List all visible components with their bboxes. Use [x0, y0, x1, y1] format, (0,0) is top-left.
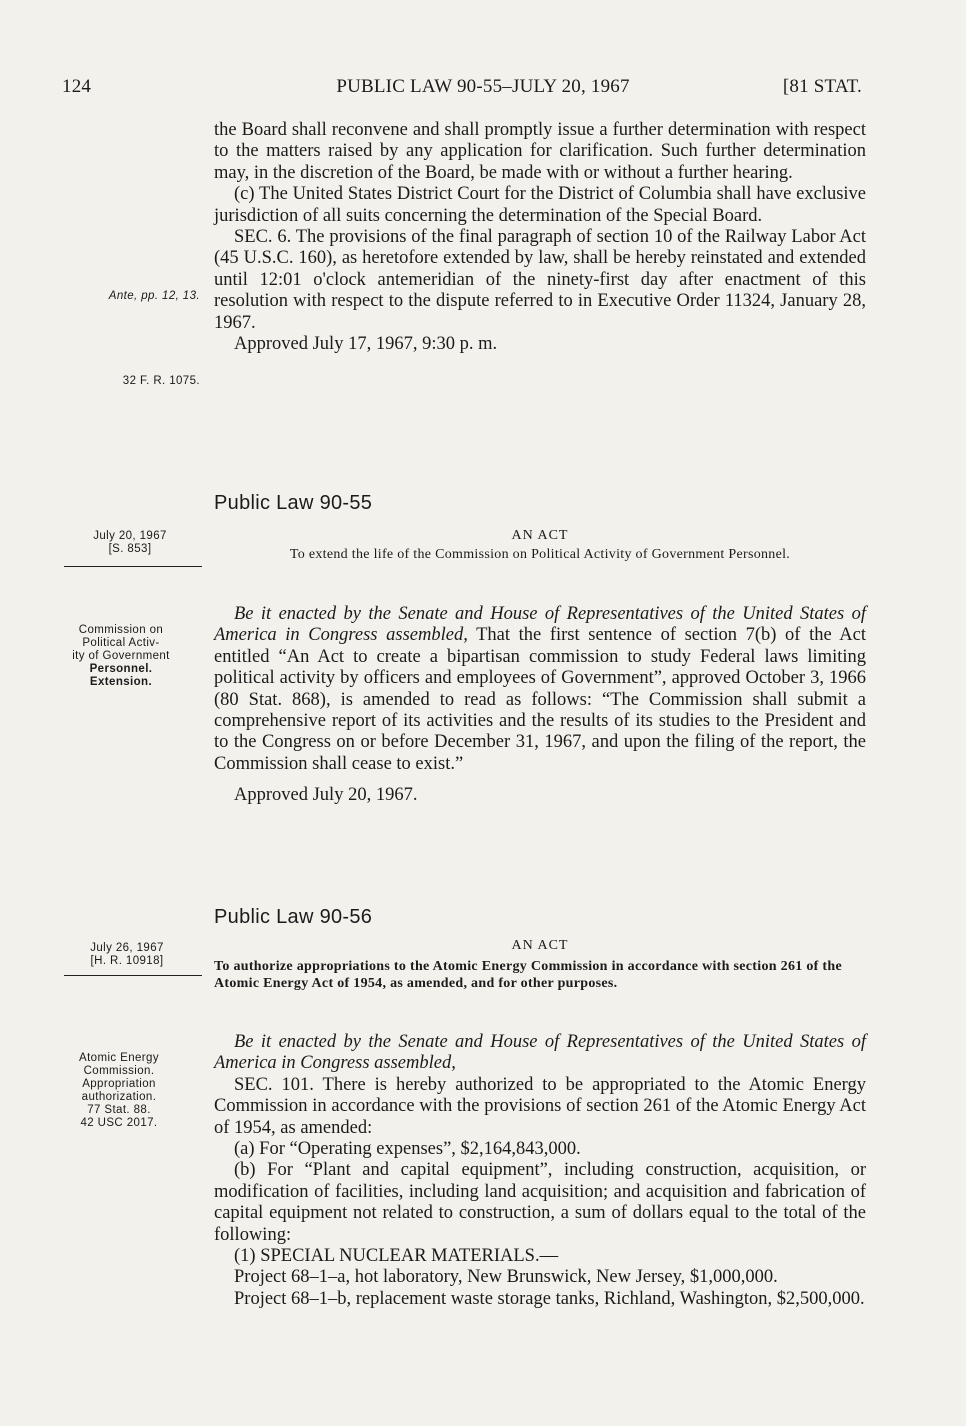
approved-july-20: Approved July 20, 1967. — [234, 785, 418, 806]
paragraph-sec-6 — [214, 227, 866, 334]
margin-rule-pl56 — [64, 975, 202, 976]
running-header-title: PUBLIC LAW 90-55–JULY 20, 1967 — [336, 76, 630, 97]
paragraph-district-court: (c) The United States District Court for the District of Columbia shall have exclusive jurisdiction of all suits concerning the determination of the Special Board. — [214, 184, 866, 226]
pl55-body-text: That the first sentence of section 7(b) of the Act entitled “An Act to create a bipartisan commission to study Federal laws limiting political activity by officers and employees of Government”, approved October 3, 1966 (80 Stat. 868), is amended to read as follows: “The Commission shall submit a comprehensive report of its activities and the results of its studies to the President and to the Congress on or before December 31, 1967, and upon the filing of the report, the Commission shall cease to exist.” — [214, 625, 866, 774]
pl55-enacting-clause — [214, 604, 866, 775]
pl55-body — [214, 604, 866, 806]
pl56-body — [214, 1032, 866, 1310]
margin-note-federal-register: 32 F. R. 1075. — [122, 375, 200, 387]
margin-note-ante: Ante, pp. 12, 13. — [108, 290, 200, 302]
pl56-enacting-clause: Be it enacted by the Senate and House of Representatives of the United States of America in Congress assembled, — [214, 1032, 866, 1074]
public-law-90-55-title: Public Law 90-55 — [214, 492, 373, 514]
margin-note-date-pl55: July 20, 1967 [S. 853] — [93, 530, 167, 555]
act-description-pl55: To extend the life of the Commission on Political Activity of Government Personnel. — [289, 547, 791, 562]
sec-6-text: The provisions of the final paragraph of section 10 of the Railway Labor Act (45 U.S.C. 160), as heretofore extended by law, shall be hereby reinstated and extended until 12:01 o'clock antemeridian of the ninety-first day after enactment of this resolution with respect to the dispute referred to in Executive Order 11324, January 28, 1967. — [214, 227, 866, 333]
margin-rule-pl55 — [64, 566, 202, 567]
margin-note-subject-pl56: Atomic Energy Commission. Appropriation authorization. 77 Stat. 88. 42 USC 2017. — [79, 1052, 159, 1129]
page-number: 124 — [62, 76, 92, 97]
public-law-90-56-title: Public Law 90-56 — [214, 906, 373, 928]
sec-101-label: SEC. 101. — [234, 1074, 314, 1095]
pl56-project-68-1-b: Project 68–1–b, replacement waste storage tanks, Richland, Washington, $2,500,000. — [234, 1288, 865, 1309]
pl56-special-nuclear-materials: (1) SPECIAL NUCLEAR MATERIALS.— — [234, 1246, 559, 1267]
act-heading-pl55: AN ACT — [511, 528, 569, 543]
pl56-project-68-1-a: Project 68–1–a, hot laboratory, New Brunswick, New Jersey, $1,000,000. — [234, 1267, 778, 1288]
pl56-sec-101: SEC. 101. There is hereby authorized to be appropriated to the Atomic Energy Commission in accordance with the provisions of section 261 of the Atomic Energy Act of 1954, as amended: — [214, 1074, 866, 1138]
act-heading-pl56: AN ACT — [511, 938, 569, 953]
paragraph-board-reconvene: the Board shall reconvene and shall promptly issue a further determination with respect to the matters raised by any application for clarification. Such further determination may, in the discretion of the Board, be made with or without a further hearing. — [214, 120, 866, 183]
sec-6-label: SEC. 6. — [234, 227, 292, 248]
approved-july-17: Approved July 17, 1967, 9:30 p. m. — [234, 334, 498, 355]
pl56-operating-expenses: (a) For “Operating expenses”, $2,164,843,000. — [234, 1139, 581, 1160]
margin-note-subject-pl55: Commission on Political Activ- ity of Government Personnel. Extension. — [72, 624, 170, 688]
statute-reference: [81 STAT. — [782, 76, 862, 97]
pl55-enact: Be it enacted by the Senate and House of Representatives of the United States of America in Congress assembled, — [214, 604, 866, 646]
continued-section-text — [214, 120, 866, 355]
pl56-plant-capital-equipment: (b) For “Plant and capital equipment”, including construction, acquisition, or modification of facilities, including land acquisition; and acquisition and fabrication of capital equipment not related to construction, a sum of dollars equal to the total of the following: — [214, 1160, 866, 1245]
act-description-pl56: To authorize appropriations to the Atomic Energy Commission in accordance with section 261 of the Atomic Energy Act of 1954, as amended, and for other purposes. — [214, 959, 842, 991]
margin-note-date-pl56: July 26, 1967 [H. R. 10918] — [90, 942, 164, 967]
